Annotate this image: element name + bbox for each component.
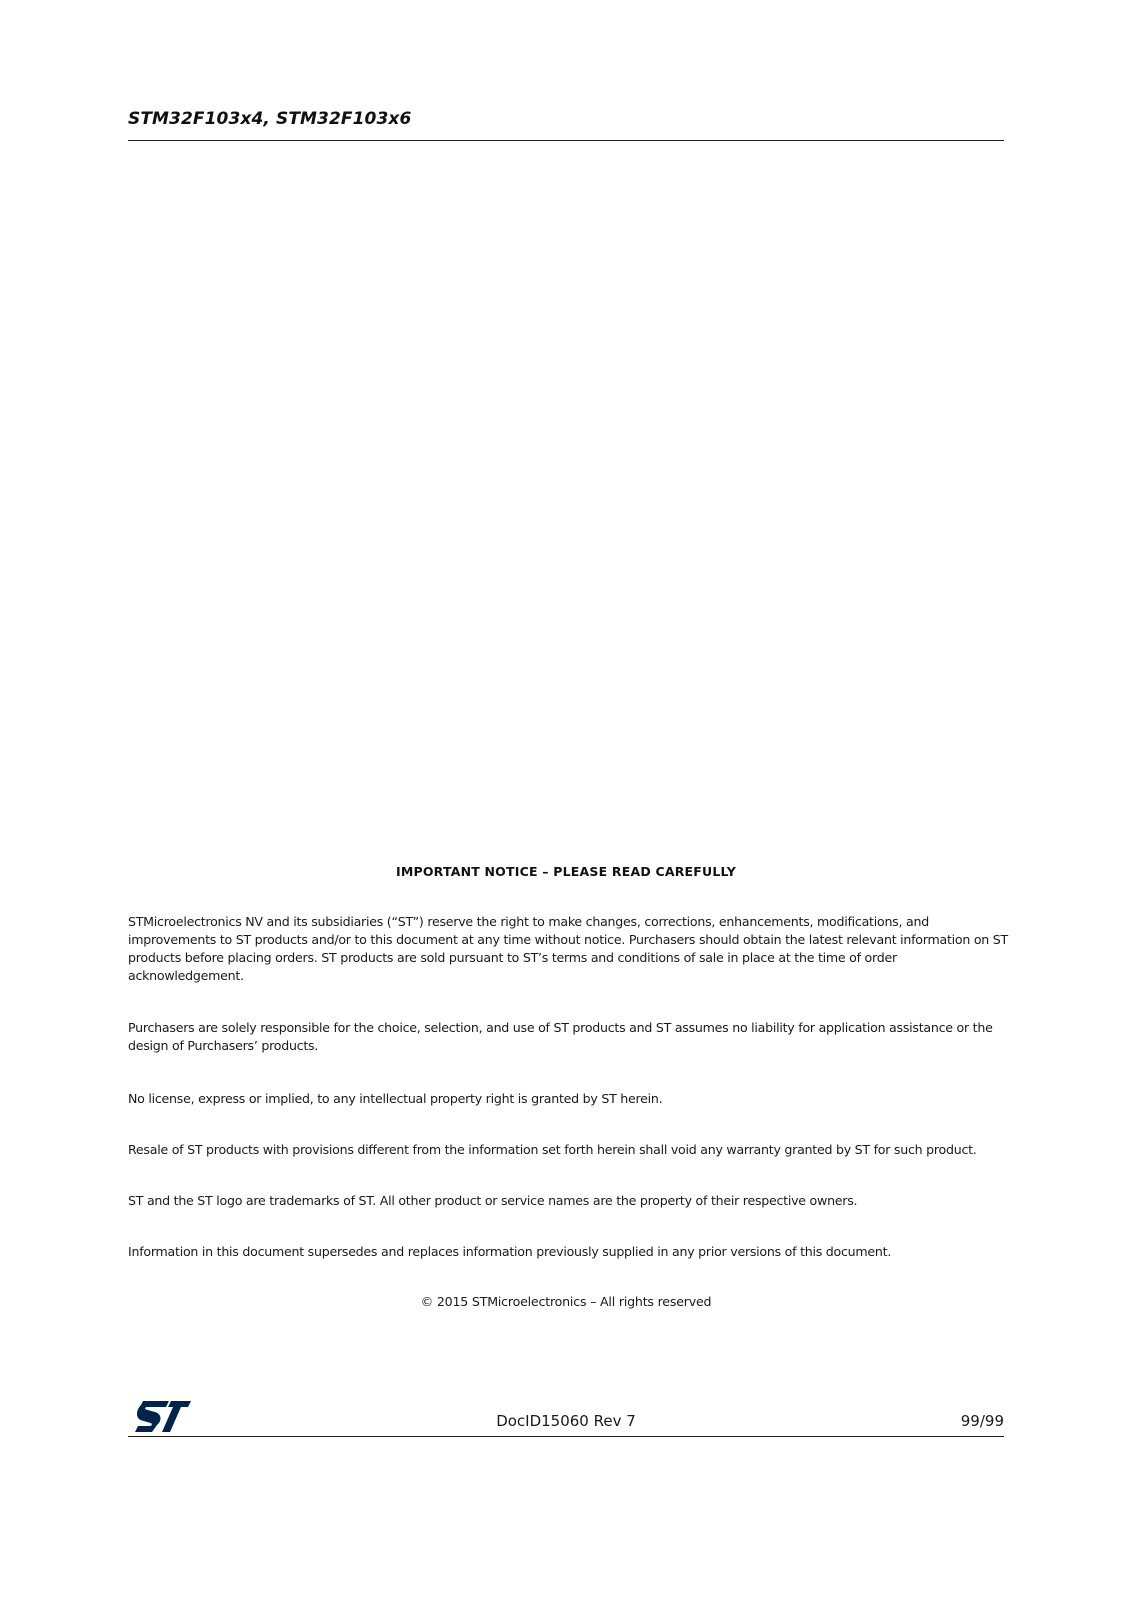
document-header-title: STM32F103x4, STM32F103x6 [128,109,412,129]
notice-paragraph: Information in this document supersedes and replaces information previously supplied in any prior versions of this document. [128,1244,892,1259]
footer-divider [128,1436,1004,1437]
notice-title: IMPORTANT NOTICE – PLEASE READ CAREFULLY [396,864,736,879]
copyright-notice: © 2015 STMicroelectronics – All rights reserved [420,1294,712,1309]
notice-paragraph: Resale of ST products with provisions different from the information set forth herein shall void any warranty granted by ST for such product. [128,1142,977,1157]
notice-paragraph: STMicroelectronics NV and its subsidiaries (“ST”) reserve the right to make changes, corrections, enhancements, modifications, and improvements to ST products and/or to this document at any time without notice. Purchasers should obtain the latest relevant information on ST products before placing orders. ST products are sold pursuant to ST’s terms and conditions of sale in place at the time of order acknowledgement. [128,914,1008,983]
notice-paragraph: ST and the ST logo are trademarks of ST. All other product or service names are the property of their respective owners. [128,1193,858,1208]
notice-paragraph: No license, express or implied, to any intellectual property right is granted by ST herein. [128,1091,663,1106]
notice-paragraph: Purchasers are solely responsible for the choice, selection, and use of ST products and ST assumes no liability for application assistance or the design of Purchasers’ products. [128,1020,993,1053]
footer-page-number: 99/99 [960,1412,1004,1430]
footer-doc-id: DocID15060 Rev 7 [496,1412,636,1430]
header-divider [128,140,1004,141]
